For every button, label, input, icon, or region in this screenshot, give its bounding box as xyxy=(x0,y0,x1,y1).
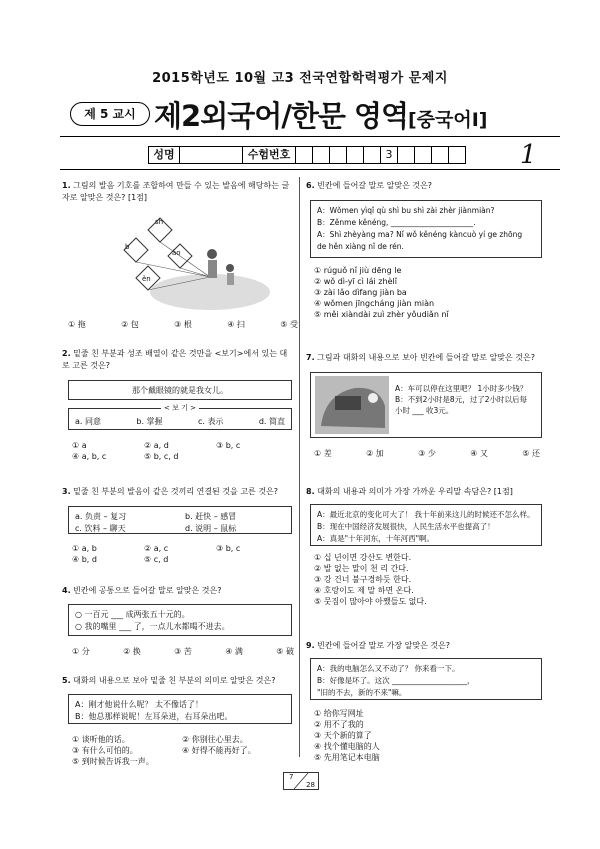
answer-option[interactable]: ③ b, c xyxy=(216,441,241,450)
question-4 xyxy=(62,585,294,597)
subject-title xyxy=(154,94,487,135)
sentence-line: ○ 我的嘴里 ___ 了，一点儿水都喝不进去。 xyxy=(75,622,230,631)
question-number: 5. xyxy=(62,676,71,685)
question-6-dialog xyxy=(310,200,542,258)
question-text: 밑줄 친 부분의 발음이 같은 것끼리 연결된 것을 고른 것은? xyxy=(73,487,279,496)
question-text: 빈칸에 공통으로 들어갈 말로 알맞은 것은? xyxy=(73,586,222,595)
dialog-line: 小时 ___ 收3元。 xyxy=(395,406,454,415)
answer-option[interactable]: ④ a, b, c xyxy=(72,452,107,461)
answer-option[interactable]: ⑤ 先用笔记本电脑 xyxy=(314,753,380,762)
exam-number-cell[interactable] xyxy=(313,147,330,163)
question-7-options xyxy=(314,448,540,459)
dialog-line: A：真是"十年河东，十年河西"啊。 xyxy=(317,534,435,543)
question-text: 빈칸에 들어갈 말로 가장 알맞은 것은? xyxy=(317,641,451,650)
exam-number-cell[interactable] xyxy=(347,147,364,163)
pinyin-label: āo xyxy=(172,249,181,257)
dialog-line: B：好像是坏了。这次 ____________________， xyxy=(317,676,475,685)
answer-option[interactable]: ④ 호랑이도 제 말 하면 온다. xyxy=(314,586,414,595)
period-badge: 제 5 교시 xyxy=(70,102,150,126)
subject-main: 제2외국어/한문 영역 xyxy=(154,99,408,133)
exam-number-digit: 3 xyxy=(381,147,398,163)
answer-option[interactable]: ① 谈听他的话。 xyxy=(72,735,130,744)
question-3 xyxy=(62,486,294,498)
question-9-options xyxy=(314,708,540,763)
answer-option[interactable]: ① rúguǒ nǐ jiù dēng le xyxy=(314,266,402,275)
question-4-options xyxy=(72,646,294,657)
dialog-line: B：现在中国经济发展很快，人民生活水平也提高了！ xyxy=(317,522,495,531)
answer-option[interactable]: ① 拖 xyxy=(68,320,86,329)
pair-item: d. 说明 – 鼠标 xyxy=(185,524,237,533)
answer-option[interactable]: ③ b, c xyxy=(216,544,241,553)
answer-option[interactable]: ⑤ 破 xyxy=(276,647,294,656)
name-label: 성명 xyxy=(149,147,180,163)
answer-option[interactable]: ⑤ b, c, d xyxy=(144,452,179,461)
question-2-sentence-box: 那个戴眼镜的就是我女儿。 xyxy=(68,380,292,400)
bogi-item: a. 同意 xyxy=(75,417,101,426)
question-3-options xyxy=(72,543,294,565)
exam-number-cell[interactable] xyxy=(432,147,449,163)
question-2 xyxy=(62,348,294,372)
answer-option[interactable]: ② 包 xyxy=(121,320,139,329)
header-rule-bottom xyxy=(60,169,560,170)
pair-item: b. 赶快 – 感冒 xyxy=(185,512,237,521)
answer-option[interactable]: ⑤ 뭇짐이 많아야 아쨌들도 없다. xyxy=(314,597,427,606)
answer-option[interactable]: ③ 少 xyxy=(418,449,436,458)
answer-option[interactable]: ⑤ 到时候告诉我一声。 xyxy=(72,757,154,766)
question-1 xyxy=(62,180,294,204)
dialog-line: de hěn xiàng nǐ de rén. xyxy=(317,242,404,251)
answer-option[interactable]: ④ 满 xyxy=(225,647,243,656)
bogi-items xyxy=(75,416,285,427)
exam-number-cell[interactable] xyxy=(449,147,465,163)
question-1-options xyxy=(68,319,298,330)
answer-option[interactable]: ④ 扫 xyxy=(227,320,245,329)
question-number: 2. xyxy=(62,349,71,358)
answer-option[interactable]: ② 用不了我的 xyxy=(314,720,364,729)
question-number: 8. xyxy=(306,487,315,496)
page-indicator xyxy=(283,772,319,790)
page-total: 28 xyxy=(306,781,315,789)
dialog-line: A：我的电脑怎么又不动了？ 你来看一下。 xyxy=(317,664,460,673)
dialog-line: B：不到2小时是8元，过了2小时以后每 xyxy=(395,395,527,404)
answer-option[interactable]: ① 십 년이면 강산도 변한다. xyxy=(314,553,412,562)
question-4-box xyxy=(68,604,292,636)
question-text: 대화의 내용과 의미가 가장 가까운 우리말 속담은? [1점] xyxy=(317,487,513,496)
exam-number-cell[interactable] xyxy=(415,147,432,163)
bogi-box xyxy=(68,404,292,430)
header-rule xyxy=(60,136,560,137)
pinyin-illustration xyxy=(100,212,280,312)
exam-number-cell[interactable] xyxy=(296,147,313,163)
page-current: 7 xyxy=(289,773,294,781)
question-7-dialog xyxy=(395,383,537,416)
question-8 xyxy=(306,486,540,498)
exam-number-label: 수험번호 xyxy=(243,147,296,163)
question-number: 9. xyxy=(306,641,315,650)
answer-option[interactable]: ③ 天个新的算了 xyxy=(314,731,372,740)
question-number: 6. xyxy=(306,181,315,190)
question-5-options xyxy=(72,734,294,767)
column-divider xyxy=(299,177,300,757)
question-text: 그림의 발음 기호를 조합하여 만들 수 있는 발음에 해당하는 글자로 알맞은 것은? [1점] xyxy=(62,181,290,202)
question-number: 1. xyxy=(62,181,71,190)
pinyin-label: ěn xyxy=(142,275,151,283)
bogi-item: c. 表示 xyxy=(197,417,224,426)
answer-option[interactable]: ④ 又 xyxy=(470,449,488,458)
question-number: 7. xyxy=(306,353,315,362)
subject-sub: [중국어Ⅰ] xyxy=(407,109,488,131)
question-8-dialog xyxy=(310,504,542,546)
dialog-line: A：Shì zhèyàng ma? Nǐ wǒ kěnéng kàncuò yí ge zhōng xyxy=(317,230,523,239)
question-6-options xyxy=(314,265,542,320)
exam-number-cell[interactable] xyxy=(364,147,381,163)
question-number: 3. xyxy=(62,487,71,496)
question-8-options xyxy=(314,552,540,607)
dialog-line: A：车可以停在这里吧？ 1小时多少钱？ xyxy=(395,384,528,393)
bogi-title-text: < 보 기 > xyxy=(161,404,199,412)
exam-title: 2015학년도 10월 고3 전국연합학력평가 문제지 xyxy=(152,71,448,86)
answer-option[interactable]: ② a, d xyxy=(144,441,169,450)
bogi-item: d. 简直 xyxy=(258,417,285,426)
answer-option[interactable]: ④ 找个懂电脑的人 xyxy=(314,742,380,751)
question-2-options xyxy=(72,440,294,462)
answer-option[interactable]: ⑤ měi xiàndài zuì zhèr yǒudiǎn nǐ xyxy=(314,310,449,319)
answer-option[interactable]: ① a, b xyxy=(72,544,97,553)
question-text: 그림과 대화의 내용으로 보아 빈칸에 들어갈 말로 알맞은 것은? xyxy=(317,353,535,362)
question-number: 4. xyxy=(62,586,71,595)
parking-car-photo xyxy=(315,376,389,434)
name-field[interactable] xyxy=(180,147,243,163)
answer-option[interactable]: ⑤ 还 xyxy=(522,449,540,458)
exam-number-cell[interactable] xyxy=(330,147,347,163)
answer-option[interactable]: ② wǒ dì-yī cì lái zhèlǐ xyxy=(314,277,397,286)
answer-option[interactable]: ② 你别往心里去。 xyxy=(182,735,248,744)
question-5-dialog xyxy=(68,694,292,724)
answer-option[interactable]: ① 给你写网址 xyxy=(314,709,364,718)
pair-item: a. 负责 – 复习 xyxy=(75,512,127,521)
pinyin-label: sh xyxy=(155,218,164,226)
question-7-box xyxy=(310,372,542,438)
question-text: 밑줄 친 부분과 성조 배열이 같은 것만을 <보기>에서 있는 대로 고른 것은? xyxy=(62,349,288,370)
answer-option[interactable]: ② 발 없는 말이 천 리 간다. xyxy=(314,564,409,573)
pinyin-label: b xyxy=(125,243,130,251)
answer-option[interactable]: ③ zài lǎo dìfang jiàn ba xyxy=(314,288,407,297)
question-6 xyxy=(306,180,540,192)
dialog-line: B：他总那样说呢！左耳朵进，右耳朵出吧。 xyxy=(75,712,233,721)
question-7 xyxy=(306,352,540,364)
answer-option[interactable]: ② 加 xyxy=(366,449,384,458)
sentence-line: ○ 一百元 ___ 成两张五十元的。 xyxy=(75,610,190,619)
answer-option[interactable]: ⑤ 受 xyxy=(280,320,298,329)
answer-option[interactable]: ① 差 xyxy=(314,449,332,458)
exam-number-cell[interactable] xyxy=(398,147,415,163)
question-9-dialog xyxy=(310,658,542,700)
dialog-line: B：Zěnme kěnéng, ______________________. xyxy=(317,218,476,227)
answer-option[interactable]: ③ 根 xyxy=(174,320,192,329)
dialog-line: A：最近北京的变化可大了！ 我十年前来这儿的时候还不怎么样。 xyxy=(317,510,535,519)
question-5 xyxy=(62,675,294,687)
answer-option[interactable]: ① 分 xyxy=(72,647,90,656)
bogi-item: b. 掌握 xyxy=(136,417,163,426)
answer-option[interactable]: ③ 苦 xyxy=(174,647,192,656)
answer-option[interactable]: ④ b, d xyxy=(72,555,97,564)
dialog-line: A：Wǒmen yìqǐ qù shì bu shì zài zhèr jiànmiàn? xyxy=(317,206,495,215)
answer-option[interactable]: ② a, c xyxy=(144,544,169,553)
student-id-table xyxy=(148,146,466,164)
page-number: 1 xyxy=(520,140,537,170)
answer-option[interactable]: ② 换 xyxy=(123,647,141,656)
answer-option[interactable]: ③ 有什么可怕的。 xyxy=(72,746,138,755)
kites-illustration xyxy=(100,212,280,312)
answer-option[interactable]: ⑤ c, d xyxy=(144,555,169,564)
bogi-title xyxy=(69,403,291,413)
question-text: 빈칸에 들어갈 말로 알맞은 것은? xyxy=(317,181,433,190)
question-text: 대화의 내용으로 보아 밑줄 친 부분의 의미로 알맞은 것은? xyxy=(73,676,276,685)
answer-option[interactable]: ③ 강 건너 불구경하듯 한다. xyxy=(314,575,412,584)
question-3-pairs-box xyxy=(68,506,292,534)
dialog-line: "旧的不去，新的不来"嘛。 xyxy=(317,688,407,697)
answer-option[interactable]: ④ 好得不能再好了。 xyxy=(182,746,256,755)
answer-option[interactable]: ④ wǒmen jīngcháng jiàn miàn xyxy=(314,299,435,308)
pair-item: c. 饮料 – 聊天 xyxy=(75,524,126,533)
answer-option[interactable]: ① a xyxy=(72,441,87,450)
question-9 xyxy=(306,640,540,652)
dialog-line: A：刚才他说什么呢？ 太不像话了！ xyxy=(75,700,204,709)
